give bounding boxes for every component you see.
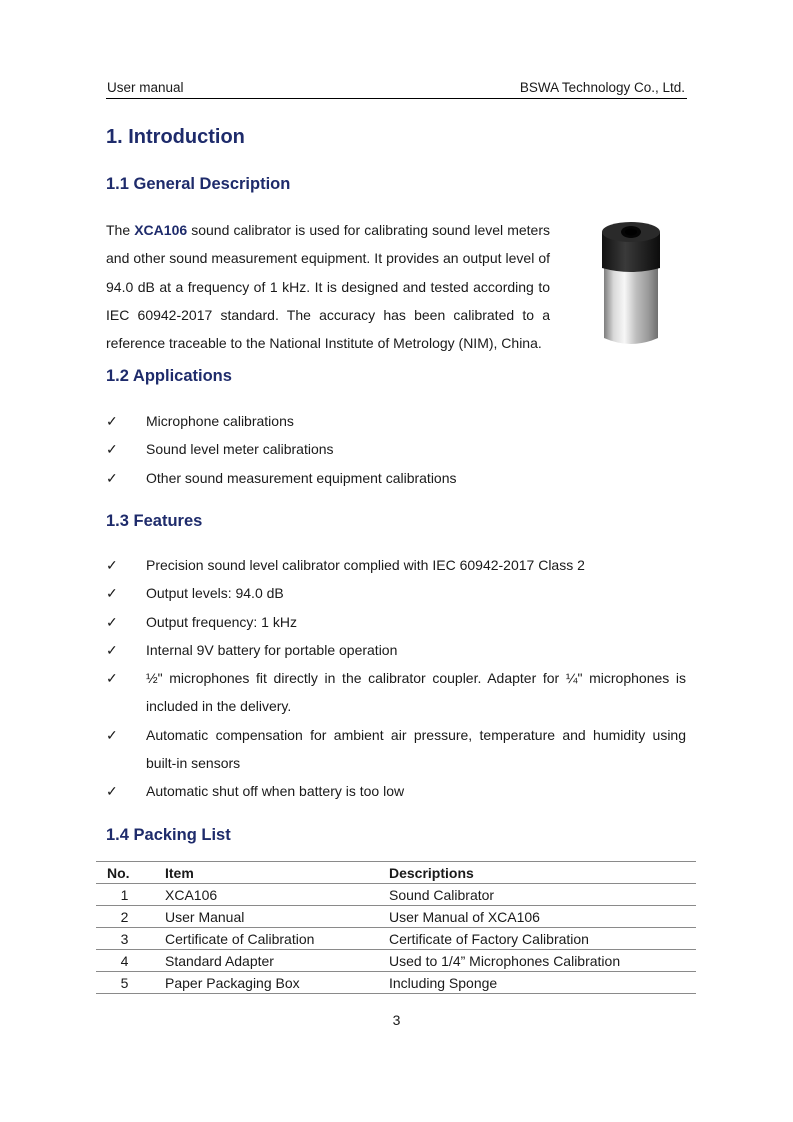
page-header — [106, 79, 687, 99]
table-row — [96, 884, 696, 906]
applications-list — [106, 407, 686, 492]
list-item: ✓ Precision sound level calibrator complied with IEC 60942-2017 Class 2 — [106, 551, 686, 579]
cell-item: User Manual — [155, 906, 389, 928]
page-number: 3 — [392, 1012, 401, 1028]
cell-item: XCA106 — [155, 884, 389, 906]
check-icon: ✓ — [106, 585, 118, 602]
sound-calibrator-image — [600, 218, 662, 348]
list-item: ✓ Microphone calibrations — [106, 407, 686, 435]
check-icon: ✓ — [106, 641, 118, 658]
check-icon: ✓ — [106, 469, 118, 486]
check-icon: ✓ — [106, 557, 118, 573]
features-list — [106, 551, 686, 806]
cell-no: 2 — [96, 906, 155, 928]
list-item: ✓ Output levels: 94.0 dB — [106, 579, 686, 607]
cell-description: Sound Calibrator — [389, 884, 696, 906]
check-icon: ✓ — [106, 413, 118, 429]
check-icon: ✓ — [106, 783, 118, 800]
section-packing-list-title: 1.4 Packing List — [106, 826, 231, 844]
column-header-no: No. — [96, 862, 155, 884]
list-item: ✓ Output frequency: 1 kHz — [106, 608, 686, 636]
paragraph-lead: The — [106, 222, 135, 238]
list-item: ✓ ½" microphones fit directly in the calibrator coupler. Adapter for ¼" microphones is included in the delivery. — [106, 664, 686, 721]
cell-item: Standard Adapter — [155, 950, 389, 972]
header-doc-type: User manual — [107, 80, 184, 95]
section-applications-title: 1.2 Applications — [106, 367, 232, 385]
list-item: ✓ Sound level meter calibrations — [106, 435, 686, 463]
product-model: XCA106 — [134, 222, 188, 238]
section-features-title: 1.3 Features — [106, 512, 203, 530]
check-icon: ✓ — [106, 726, 118, 743]
check-icon: ✓ — [106, 670, 118, 687]
table-row — [96, 972, 696, 994]
list-item: ✓ Automatic shut off when battery is too low — [106, 777, 686, 805]
check-icon: ✓ — [106, 613, 118, 630]
cell-description: Including Sponge — [389, 972, 696, 994]
section-introduction-title: 1. Introduction — [106, 126, 245, 148]
cell-description: Certificate of Factory Calibration — [389, 928, 696, 950]
table-row — [96, 950, 696, 972]
cell-no: 1 — [96, 884, 155, 906]
cell-no: 4 — [96, 950, 155, 972]
list-item: ✓ Automatic compensation for ambient air pressure, temperature and humidity using built-in sensors — [106, 721, 686, 778]
column-header-descriptions: Descriptions — [389, 862, 696, 884]
header-company: BSWA Technology Co., Ltd. — [519, 80, 685, 95]
cell-no: 5 — [96, 972, 155, 994]
check-icon: ✓ — [106, 441, 118, 458]
list-item: ✓ Internal 9V battery for portable operation — [106, 636, 686, 664]
cell-item: Paper Packaging Box — [155, 972, 389, 994]
general-description-paragraph — [106, 216, 550, 357]
table-row — [96, 906, 696, 928]
column-header-item: Item — [155, 862, 389, 884]
list-item: ✓ Other sound measurement equipment calibrations — [106, 464, 686, 492]
cell-no: 3 — [96, 928, 155, 950]
cell-item: Certificate of Calibration — [155, 928, 389, 950]
paragraph-body: sound calibrator is used for calibrating sound level meters and other sound measurement equipment. It provides an output level of 94.0 dB at a frequency of 1 kHz. It is designed and tested according to IEC 60942-2017 standard. The accuracy has been calibrated to a reference traceable to the National Institute of Metrology (NIM), China. — [106, 222, 551, 352]
packing-list-table — [96, 861, 696, 994]
cell-description: User Manual of XCA106 — [389, 906, 696, 928]
cell-description: Used to 1/4” Microphones Calibration — [389, 950, 696, 972]
section-general-description-title: 1.1 General Description — [106, 175, 291, 193]
table-header-row — [96, 862, 696, 884]
table-row — [96, 928, 696, 950]
